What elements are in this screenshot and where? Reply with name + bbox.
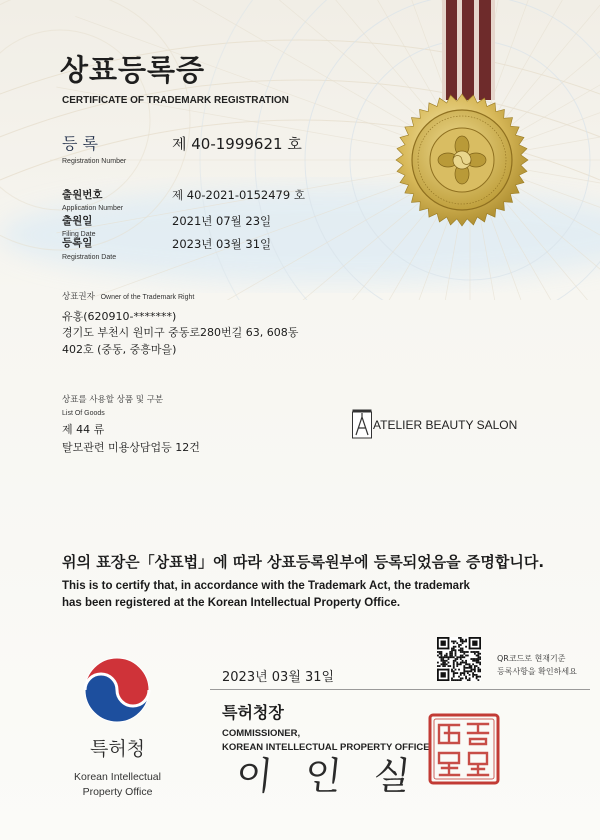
qr-module [446, 660, 448, 662]
qr-module [479, 676, 481, 678]
qr-finder [437, 669, 449, 671]
qr-module [441, 655, 443, 657]
qr-module [474, 658, 476, 660]
qr-module [460, 679, 462, 681]
qr-module [474, 669, 476, 671]
qr-module [442, 662, 444, 664]
issuer-divider [210, 689, 590, 690]
qr-module [477, 667, 479, 669]
qr-module [444, 663, 446, 665]
qr-module [453, 676, 455, 678]
qr-module [439, 651, 441, 653]
qr-module [451, 655, 453, 657]
qr-module [469, 667, 471, 669]
qr-finder [469, 637, 481, 639]
qr-module [467, 672, 469, 674]
ribbon-stripe [479, 0, 491, 100]
qr-module [476, 676, 478, 678]
qr-module [474, 660, 476, 662]
qr-module [460, 656, 462, 658]
qr-module [453, 656, 455, 658]
qr-module [477, 670, 479, 672]
qr-module [449, 665, 451, 667]
qr-module [465, 641, 467, 643]
qr-module [470, 665, 472, 667]
qr-module [472, 674, 474, 676]
qr-module [462, 648, 464, 650]
qr-module [465, 667, 467, 669]
qr-finder [437, 637, 439, 649]
qr-module [453, 667, 455, 669]
qr-module [476, 658, 478, 660]
qr-module [472, 676, 474, 678]
qr-module [477, 660, 479, 662]
trademark-logo [352, 409, 372, 439]
qr-module [463, 656, 465, 658]
qr-module [463, 667, 465, 669]
kipo-name-en-line1: Korean Intellectual [74, 771, 161, 783]
registration-number-label: 등 록 [62, 134, 98, 153]
qr-module [460, 655, 462, 657]
kipo-name-en-line2: Property Office [82, 786, 153, 798]
qr-module [476, 674, 478, 676]
application-number-label-en: Application Number [62, 205, 124, 212]
qr-finder [437, 669, 439, 681]
qr-module [455, 669, 457, 671]
qr-module [465, 662, 467, 664]
qr-module [476, 655, 478, 657]
qr-module [446, 663, 448, 665]
qr-module [470, 667, 472, 669]
qr-module [442, 656, 444, 658]
qr-module [456, 658, 458, 660]
qr-module [474, 651, 476, 653]
qr-module [448, 662, 450, 664]
qr-module [465, 660, 467, 662]
qr-module [453, 660, 455, 662]
filing-date-value: 2021년 07월 23일 [172, 214, 272, 228]
qr-code [437, 637, 481, 681]
qr-finder [469, 637, 471, 649]
registration-date-label-en: Registration Date [62, 254, 117, 261]
qr-module [465, 677, 467, 679]
qr-module [462, 642, 464, 644]
qr-finder [437, 679, 449, 681]
page-subtitle: CERTIFICATE OF TRADEMARK REGISTRATION [62, 95, 289, 106]
qr-module [449, 655, 451, 657]
qr-module [460, 658, 462, 660]
seal-ribbons [442, 0, 495, 100]
qr-module [460, 639, 462, 641]
qr-module [469, 674, 471, 676]
qr-module [453, 641, 455, 643]
qr-module [467, 655, 469, 657]
qr-module [439, 653, 441, 655]
filing-date-label: 출원일 [62, 215, 93, 227]
goods-description: 탈모관련 미용상담업등 12건 [62, 441, 200, 454]
qr-module [463, 662, 465, 664]
qr-module [472, 660, 474, 662]
owner-label [62, 293, 194, 302]
qr-module [460, 644, 462, 646]
qr-module [477, 679, 479, 681]
qr-caption-line2: 등록사항을 확인하세요 [497, 667, 577, 676]
qr-module [460, 677, 462, 679]
qr-module [456, 679, 458, 681]
qr-module [465, 655, 467, 657]
qr-module [439, 656, 441, 658]
qr-module [446, 653, 448, 655]
qr-module [463, 653, 465, 655]
qr-module [465, 651, 467, 653]
qr-module [462, 655, 464, 657]
qr-module [437, 651, 439, 653]
qr-module [476, 677, 478, 679]
issuer-title-en-line1: COMMISSIONER, [222, 728, 301, 739]
qr-module [474, 665, 476, 667]
qr-module [444, 655, 446, 657]
qr-caption-line1: QR코드로 현재기준 [497, 654, 566, 663]
qr-module [472, 669, 474, 671]
qr-module [463, 669, 465, 671]
qr-module [467, 679, 469, 681]
qr-module [463, 672, 465, 674]
qr-finder [437, 637, 449, 639]
qr-module [455, 651, 457, 653]
qr-finder [472, 641, 477, 646]
ribbon-stripe [446, 0, 457, 100]
qr-module [458, 656, 460, 658]
qr-module [442, 663, 444, 665]
qr-module [458, 637, 460, 639]
application-number-label: 출원번호 [62, 189, 103, 201]
qr-module [455, 653, 457, 655]
qr-module [479, 658, 481, 660]
qr-module [442, 658, 444, 660]
qr-module [472, 663, 474, 665]
qr-module [451, 679, 453, 681]
qr-module [455, 641, 457, 643]
registration-date-value: 2023년 03월 31일 [172, 237, 272, 251]
registration-date-label: 등록일 [62, 237, 93, 249]
qr-module [449, 653, 451, 655]
qr-finder [437, 648, 449, 650]
qr-module [463, 674, 465, 676]
qr-module [441, 651, 443, 653]
qr-finder [469, 648, 481, 650]
qr-module [469, 677, 471, 679]
qr-module [456, 662, 458, 664]
qr-module [462, 672, 464, 674]
kipo-name-ko: 특허청 [89, 738, 146, 760]
qr-module [453, 662, 455, 664]
qr-module [446, 656, 448, 658]
qr-module [474, 667, 476, 669]
qr-module [451, 649, 453, 651]
owner-name: 유홍(620910-*******) [62, 310, 177, 323]
owner-address-line1: 경기도 부천시 원미구 중동로280번길 63, 608동 [62, 326, 299, 339]
qr-module [479, 670, 481, 672]
qr-module [449, 656, 451, 658]
qr-finder [479, 637, 481, 649]
qr-module [477, 653, 479, 655]
qr-module [465, 663, 467, 665]
issuer-title-en-line2: KOREAN INTELLECTUAL PROPERTY OFFICE [222, 742, 430, 753]
qr-module [456, 656, 458, 658]
qr-module [472, 658, 474, 660]
qr-module [463, 651, 465, 653]
goods-class: 제 44 류 [62, 423, 105, 436]
qr-module [465, 670, 467, 672]
qr-finder [448, 637, 450, 649]
qr-module [460, 648, 462, 650]
qr-module [465, 676, 467, 678]
issuer-title-ko: 특허청장 [222, 703, 284, 722]
qr-module [453, 665, 455, 667]
qr-module [469, 663, 471, 665]
seal-glyph-strokes [439, 724, 488, 775]
registration-number-label-en: Registration Number [62, 158, 127, 165]
qr-module [453, 674, 455, 676]
qr-module [441, 663, 443, 665]
qr-module [458, 644, 460, 646]
qr-module [455, 679, 457, 681]
qr-module [448, 665, 450, 667]
qr-module [462, 641, 464, 643]
qr-module [448, 658, 450, 660]
commissioner-signature: 이 인 실 [233, 754, 423, 798]
qr-module [467, 670, 469, 672]
qr-module [442, 660, 444, 662]
qr-module [444, 660, 446, 662]
qr-module [437, 655, 439, 657]
filing-date-label-en: Filing Date [62, 231, 96, 238]
qr-module [455, 655, 457, 657]
qr-module [462, 662, 464, 664]
qr-finder [441, 641, 446, 646]
certification-ko: 위의 표장은「상표법」에 따라 상표등록원부에 등록되었음을 증명합니다. [62, 553, 545, 571]
qr-module [437, 662, 439, 664]
qr-module [462, 677, 464, 679]
qr-module [458, 649, 460, 651]
qr-module [451, 656, 453, 658]
qr-module [451, 653, 453, 655]
official-red-seal [428, 713, 500, 785]
qr-module [462, 656, 464, 658]
qr-module [453, 649, 455, 651]
qr-module [474, 670, 476, 672]
qr-module [467, 651, 469, 653]
qr-module [479, 663, 481, 665]
qr-module [460, 637, 462, 639]
qr-finder [441, 672, 446, 677]
qr-module [472, 672, 474, 674]
qr-module [476, 662, 478, 664]
qr-module [453, 642, 455, 644]
qr-module [439, 665, 441, 667]
qr-module [451, 669, 453, 671]
qr-module [455, 660, 457, 662]
ribbon-stripe [462, 0, 474, 100]
qr-module [437, 665, 439, 667]
qr-module [458, 669, 460, 671]
qr-module [463, 670, 465, 672]
qr-module [463, 641, 465, 643]
qr-module [458, 679, 460, 681]
qr-module [460, 662, 462, 664]
qr-module [462, 639, 464, 641]
qr-module [469, 670, 471, 672]
kipo-logo [83, 656, 151, 724]
qr-module [458, 646, 460, 648]
qr-module [462, 651, 464, 653]
qr-module [469, 665, 471, 667]
qr-module [465, 646, 467, 648]
trademark-text: ATELIER BEAUTY SALON [373, 418, 518, 432]
application-number-value: 제 40-2021-0152479 호 [172, 188, 305, 202]
qr-module [453, 648, 455, 650]
qr-module [456, 663, 458, 665]
qr-module [453, 663, 455, 665]
goods-label: 상표를 사용할 상품 및 구분 [62, 395, 164, 405]
owner-label-ko: 상표권자 [62, 292, 95, 302]
qr-module [455, 649, 457, 651]
qr-module [469, 679, 471, 681]
registration-number-value: 제 40-1999621 호 [172, 135, 302, 153]
qr-module [458, 663, 460, 665]
qr-module [444, 662, 446, 664]
qr-module [448, 656, 450, 658]
qr-module [460, 672, 462, 674]
qr-module [441, 653, 443, 655]
page-title: 상표등록증 [60, 53, 206, 87]
qr-module [467, 667, 469, 669]
certification-en-line2: has been registered at the Korean Intellectual Property Office. [62, 597, 401, 609]
qr-module [441, 658, 443, 660]
qr-module [479, 656, 481, 658]
qr-module [441, 660, 443, 662]
qr-module [451, 651, 453, 653]
qr-finder [448, 669, 450, 681]
trademark-logo-band [353, 410, 372, 413]
qr-module [460, 651, 462, 653]
owner-address-line2: 402호 (중동, 중흥마을) [62, 343, 177, 356]
qr-module [460, 649, 462, 651]
qr-module [453, 646, 455, 648]
qr-module [460, 641, 462, 643]
qr-module [451, 677, 453, 679]
qr-module [479, 653, 481, 655]
qr-module [449, 651, 451, 653]
qr-module [470, 658, 472, 660]
qr-module [446, 655, 448, 657]
qr-module [474, 653, 476, 655]
issue-date: 2023년 03월 31일 [222, 670, 335, 685]
qr-module [444, 656, 446, 658]
qr-module [458, 676, 460, 678]
qr-module [477, 669, 479, 671]
qr-module [456, 642, 458, 644]
qr-module [477, 662, 479, 664]
qr-module [460, 663, 462, 665]
qr-module [455, 658, 457, 660]
qr-module [476, 651, 478, 653]
qr-module [462, 660, 464, 662]
qr-module [456, 672, 458, 674]
qr-module [455, 672, 457, 674]
owner-label-en: Owner of the Trademark Right [100, 294, 195, 301]
qr-module [463, 665, 465, 667]
qr-module [467, 663, 469, 665]
qr-module [474, 674, 476, 676]
qr-module [476, 660, 478, 662]
qr-module [470, 670, 472, 672]
qr-module [476, 665, 478, 667]
qr-module [479, 669, 481, 671]
qr-module [465, 639, 467, 641]
certification-en-line1: This is to certify that, in accordance with the Trademark Act, the trademark [62, 580, 470, 592]
qr-module [444, 665, 446, 667]
qr-module [470, 669, 472, 671]
qr-module [472, 651, 474, 653]
qr-module [477, 655, 479, 657]
qr-module [477, 651, 479, 653]
qr-module [453, 679, 455, 681]
qr-module [479, 662, 481, 664]
qr-module [477, 656, 479, 658]
qr-module [453, 672, 455, 674]
qr-module [477, 658, 479, 660]
qr-module [442, 665, 444, 667]
qr-module [441, 656, 443, 658]
gold-seal [392, 0, 532, 232]
qr-module [462, 649, 464, 651]
qr-module [477, 676, 479, 678]
qr-module [460, 674, 462, 676]
qr-module [456, 665, 458, 667]
qr-module [451, 641, 453, 643]
qr-module [455, 646, 457, 648]
goods-label-en: List Of Goods [62, 410, 105, 417]
qr-module [451, 648, 453, 650]
qr-module [453, 670, 455, 672]
qr-module [470, 651, 472, 653]
qr-module [451, 670, 453, 672]
